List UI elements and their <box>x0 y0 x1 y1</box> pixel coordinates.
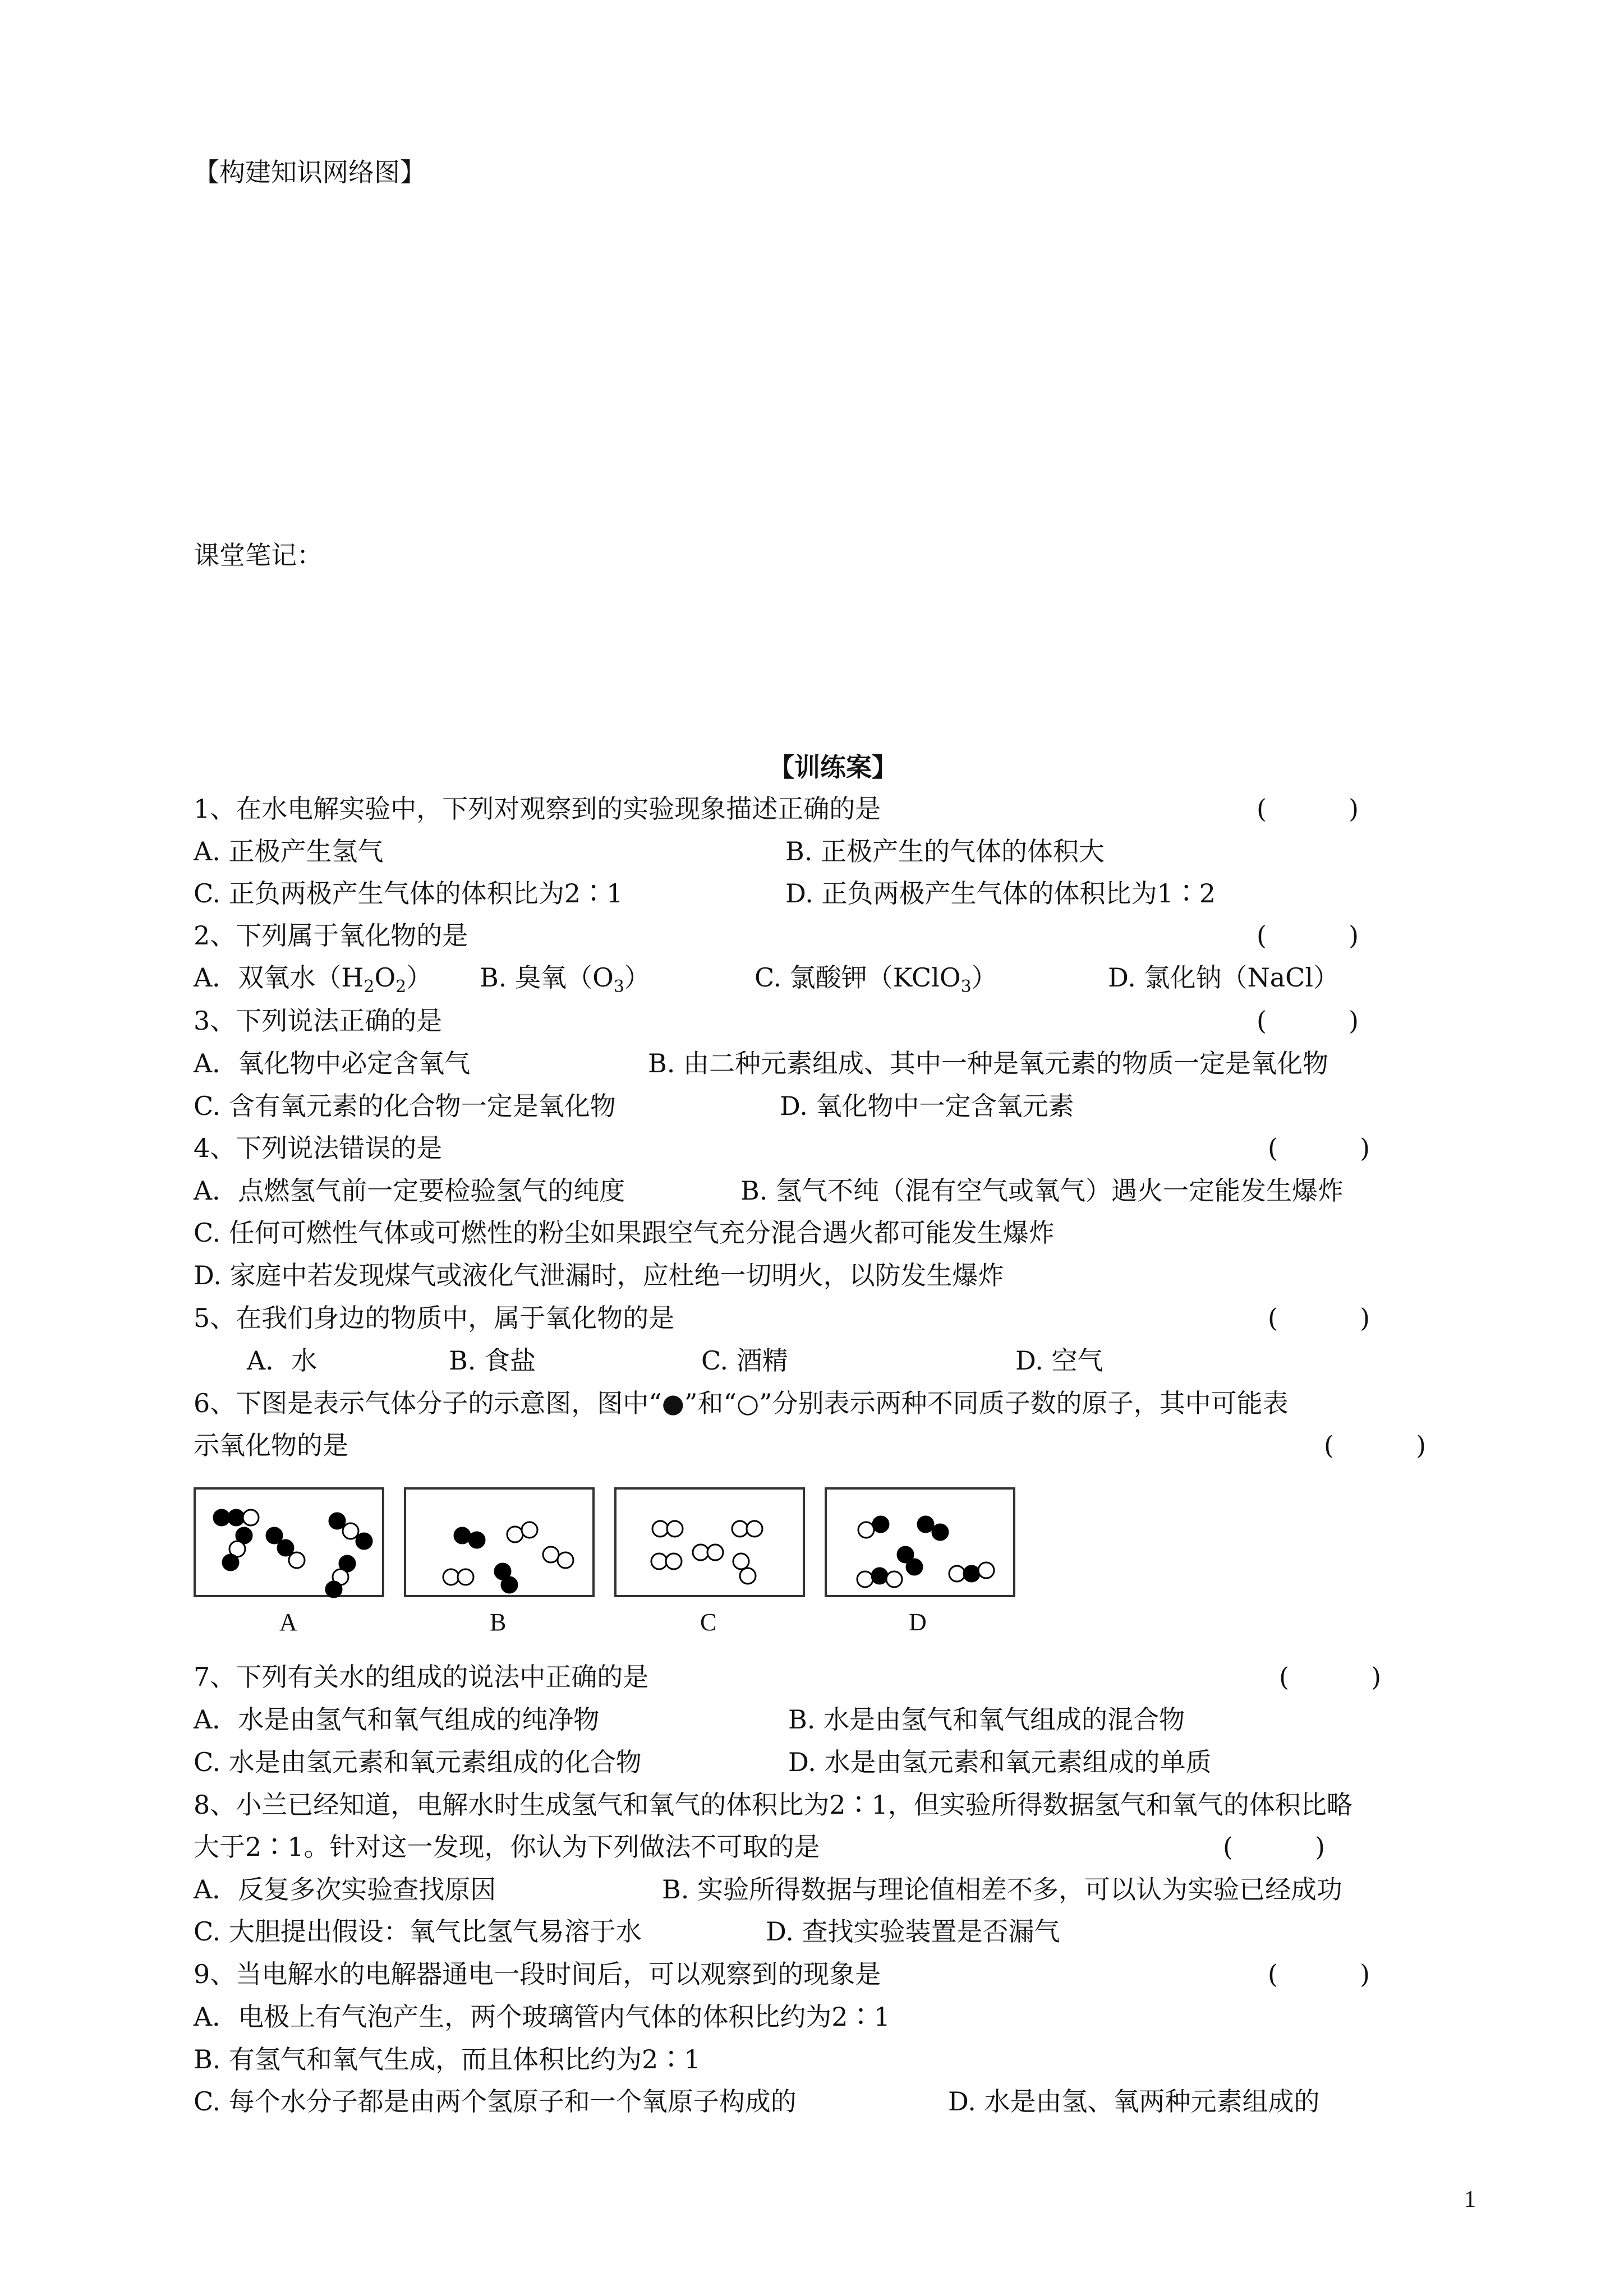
q1-option-a: A. 正极产生氢气 <box>194 836 384 866</box>
q6-stem-line2: 示氧化物的是 <box>194 1430 348 1460</box>
q8-stem-line1: 8、小兰已经知道，电解水时生成氢气和氧气的体积比为2∶1，但实验所得数据氢气和氧气的体积比略 <box>194 1790 1352 1820</box>
q1-option-c: C. 正负两极产生气体的体积比为2∶1 <box>194 878 623 909</box>
molecule-box-a <box>194 1487 384 1597</box>
q8-option-a: A．反复多次实验查找原因 <box>194 1874 496 1905</box>
q7-option-a: A．水是由氢气和氧气组成的纯净物 <box>194 1704 600 1735</box>
q5-answer-paren: ( ) <box>1268 1303 1370 1333</box>
page-number: 1 <box>1464 2187 1476 2212</box>
box-label-d: D <box>909 1608 927 1636</box>
q4-stem: 4、下列说法错误的是 <box>194 1133 443 1163</box>
q8-stem-line2: 大于2∶1。针对这一发现，你认为下列做法不可取的是 <box>194 1832 820 1862</box>
q1-stem: 1、在水电解实验中，下列对观察到的实验现象描述正确的是 <box>194 794 881 824</box>
box-label-a: A <box>279 1608 297 1636</box>
q4-option-b: B. 氢气不纯（混有空气或氧气）遇火一定能发生爆炸 <box>740 1175 1344 1206</box>
q8-option-c: C. 大胆提出假设：氧气比氢气易溶于水 <box>194 1916 642 1947</box>
q3-option-c: C. 含有氧元素的化合物一定是氧化物 <box>194 1091 616 1121</box>
molecule-box-c <box>614 1487 805 1597</box>
q8-option-b: B. 实验所得数据与理论值相差不多，可以认为实验已经成功 <box>662 1874 1343 1905</box>
q2-option-c-close: ） <box>971 962 997 993</box>
q2-option-a <box>194 961 433 997</box>
molecule-diagram-a <box>196 1490 387 1599</box>
q2-sub-h: 2 <box>364 977 375 997</box>
q2-formula-h: H <box>341 962 364 993</box>
q3-option-d: D. 氧化物中一定含氧元素 <box>780 1091 1074 1121</box>
q2-option-b <box>480 961 650 997</box>
q2-option-a-close: ） <box>406 962 433 993</box>
q2-option-c <box>755 961 997 997</box>
network-heading: 【构建知识网络图】 <box>194 157 426 187</box>
q2-option-b-close: ） <box>624 962 650 993</box>
q7-option-b: B. 水是由氢气和氧气组成的混合物 <box>788 1704 1185 1735</box>
q2-option-d: D. 氯化钠（NaCl） <box>1108 962 1340 993</box>
q7-answer-paren: ( ) <box>1279 1662 1382 1692</box>
molecule-box-d <box>825 1487 1015 1597</box>
q9-stem: 9、当电解水的电解器通电一段时间后，可以观察到的现象是 <box>194 1959 881 1989</box>
q4-option-c: C. 任何可燃性气体或可燃性的粉尘如果跟空气充分混合遇火都可能发生爆炸 <box>194 1218 1055 1248</box>
q5-option-d: D. 空气 <box>1015 1345 1103 1376</box>
q2-answer-paren: ( ) <box>1257 920 1359 951</box>
q2-formula-o: O <box>374 962 396 993</box>
box-label-b: B <box>490 1608 507 1636</box>
q9-option-d: D. 水是由氢、氧两种元素组成的 <box>948 2086 1320 2117</box>
q1-option-b: B. 正极产生的气体的体积大 <box>785 836 1105 866</box>
molecule-diagram-c <box>617 1490 807 1599</box>
q3-option-b: B. 由二种元素组成、其中一种是氧元素的物质一定是氧化物 <box>648 1048 1329 1078</box>
molecule-diagram-b <box>406 1490 597 1599</box>
q1-option-d: D. 正负两极产生气体的体积比为1∶2 <box>785 878 1216 909</box>
q4-option-d: D. 家庭中若发现煤气或液化气泄漏时，应杜绝一切明火，以防发生爆炸 <box>194 1260 1004 1290</box>
q5-option-b: B. 食盐 <box>449 1345 536 1376</box>
q2-stem: 2、下列属于氧化物的是 <box>194 920 468 951</box>
training-title: 【训练案】 <box>769 752 898 782</box>
q3-stem: 3、下列说法正确的是 <box>194 1006 443 1036</box>
box-label-c: C <box>700 1608 717 1636</box>
q2-option-b-text: B. 臭氧（ <box>480 962 593 993</box>
q2-sub-o: 2 <box>395 977 407 997</box>
q3-option-a: A．氧化物中必定含氧气 <box>194 1048 471 1078</box>
q7-option-d: D. 水是由氢元素和氧元素组成的单质 <box>788 1747 1212 1777</box>
q1-answer-paren: ( ) <box>1257 794 1359 824</box>
q7-option-c: C. 水是由氢元素和氧元素组成的化合物 <box>194 1747 642 1777</box>
q2-sub-kclo3: 3 <box>960 977 972 997</box>
q3-answer-paren: ( ) <box>1257 1006 1359 1036</box>
q8-answer-paren: ( ) <box>1223 1832 1326 1862</box>
notes-label: 课堂笔记： <box>194 540 323 570</box>
molecule-box-b <box>404 1487 595 1597</box>
q5-option-c: C. 酒精 <box>701 1345 788 1376</box>
q5-option-a: A．水 <box>247 1345 318 1376</box>
q9-option-a: A．电极上有气泡产生，两个玻璃管内气体的体积比约为2∶1 <box>194 2002 890 2032</box>
q8-option-d: D. 查找实验装置是否漏气 <box>766 1916 1060 1947</box>
molecule-diagram-d <box>827 1490 1018 1599</box>
q4-answer-paren: ( ) <box>1268 1133 1370 1163</box>
q9-option-c: C. 每个水分子都是由两个氢原子和一个氧原子构成的 <box>194 2086 797 2117</box>
q2-option-c-text: C. 氯酸钾（KClO <box>755 962 961 993</box>
q5-stem: 5、在我们身边的物质中，属于氧化物的是 <box>194 1303 675 1333</box>
q7-stem: 7、下列有关水的组成的说法中正确的是 <box>194 1662 649 1692</box>
q4-option-a: A．点燃氢气前一定要检验氢气的纯度 <box>194 1175 625 1206</box>
q2-formula-o3: O <box>592 962 614 993</box>
q2-option-a-text: A．双氧水（ <box>194 962 342 993</box>
q2-sub-3: 3 <box>613 977 624 997</box>
q6-stem-line1: 6、下图是表示气体分子的示意图，图中“●”和“○”分别表示两种不同质子数的原子，其中可能表 <box>194 1388 1289 1418</box>
q6-answer-paren: ( ) <box>1324 1430 1427 1460</box>
q9-option-b: B. 有氢气和氧气生成，而且体积比约为2∶1 <box>194 2044 701 2074</box>
q9-answer-paren: ( ) <box>1268 1959 1370 1989</box>
